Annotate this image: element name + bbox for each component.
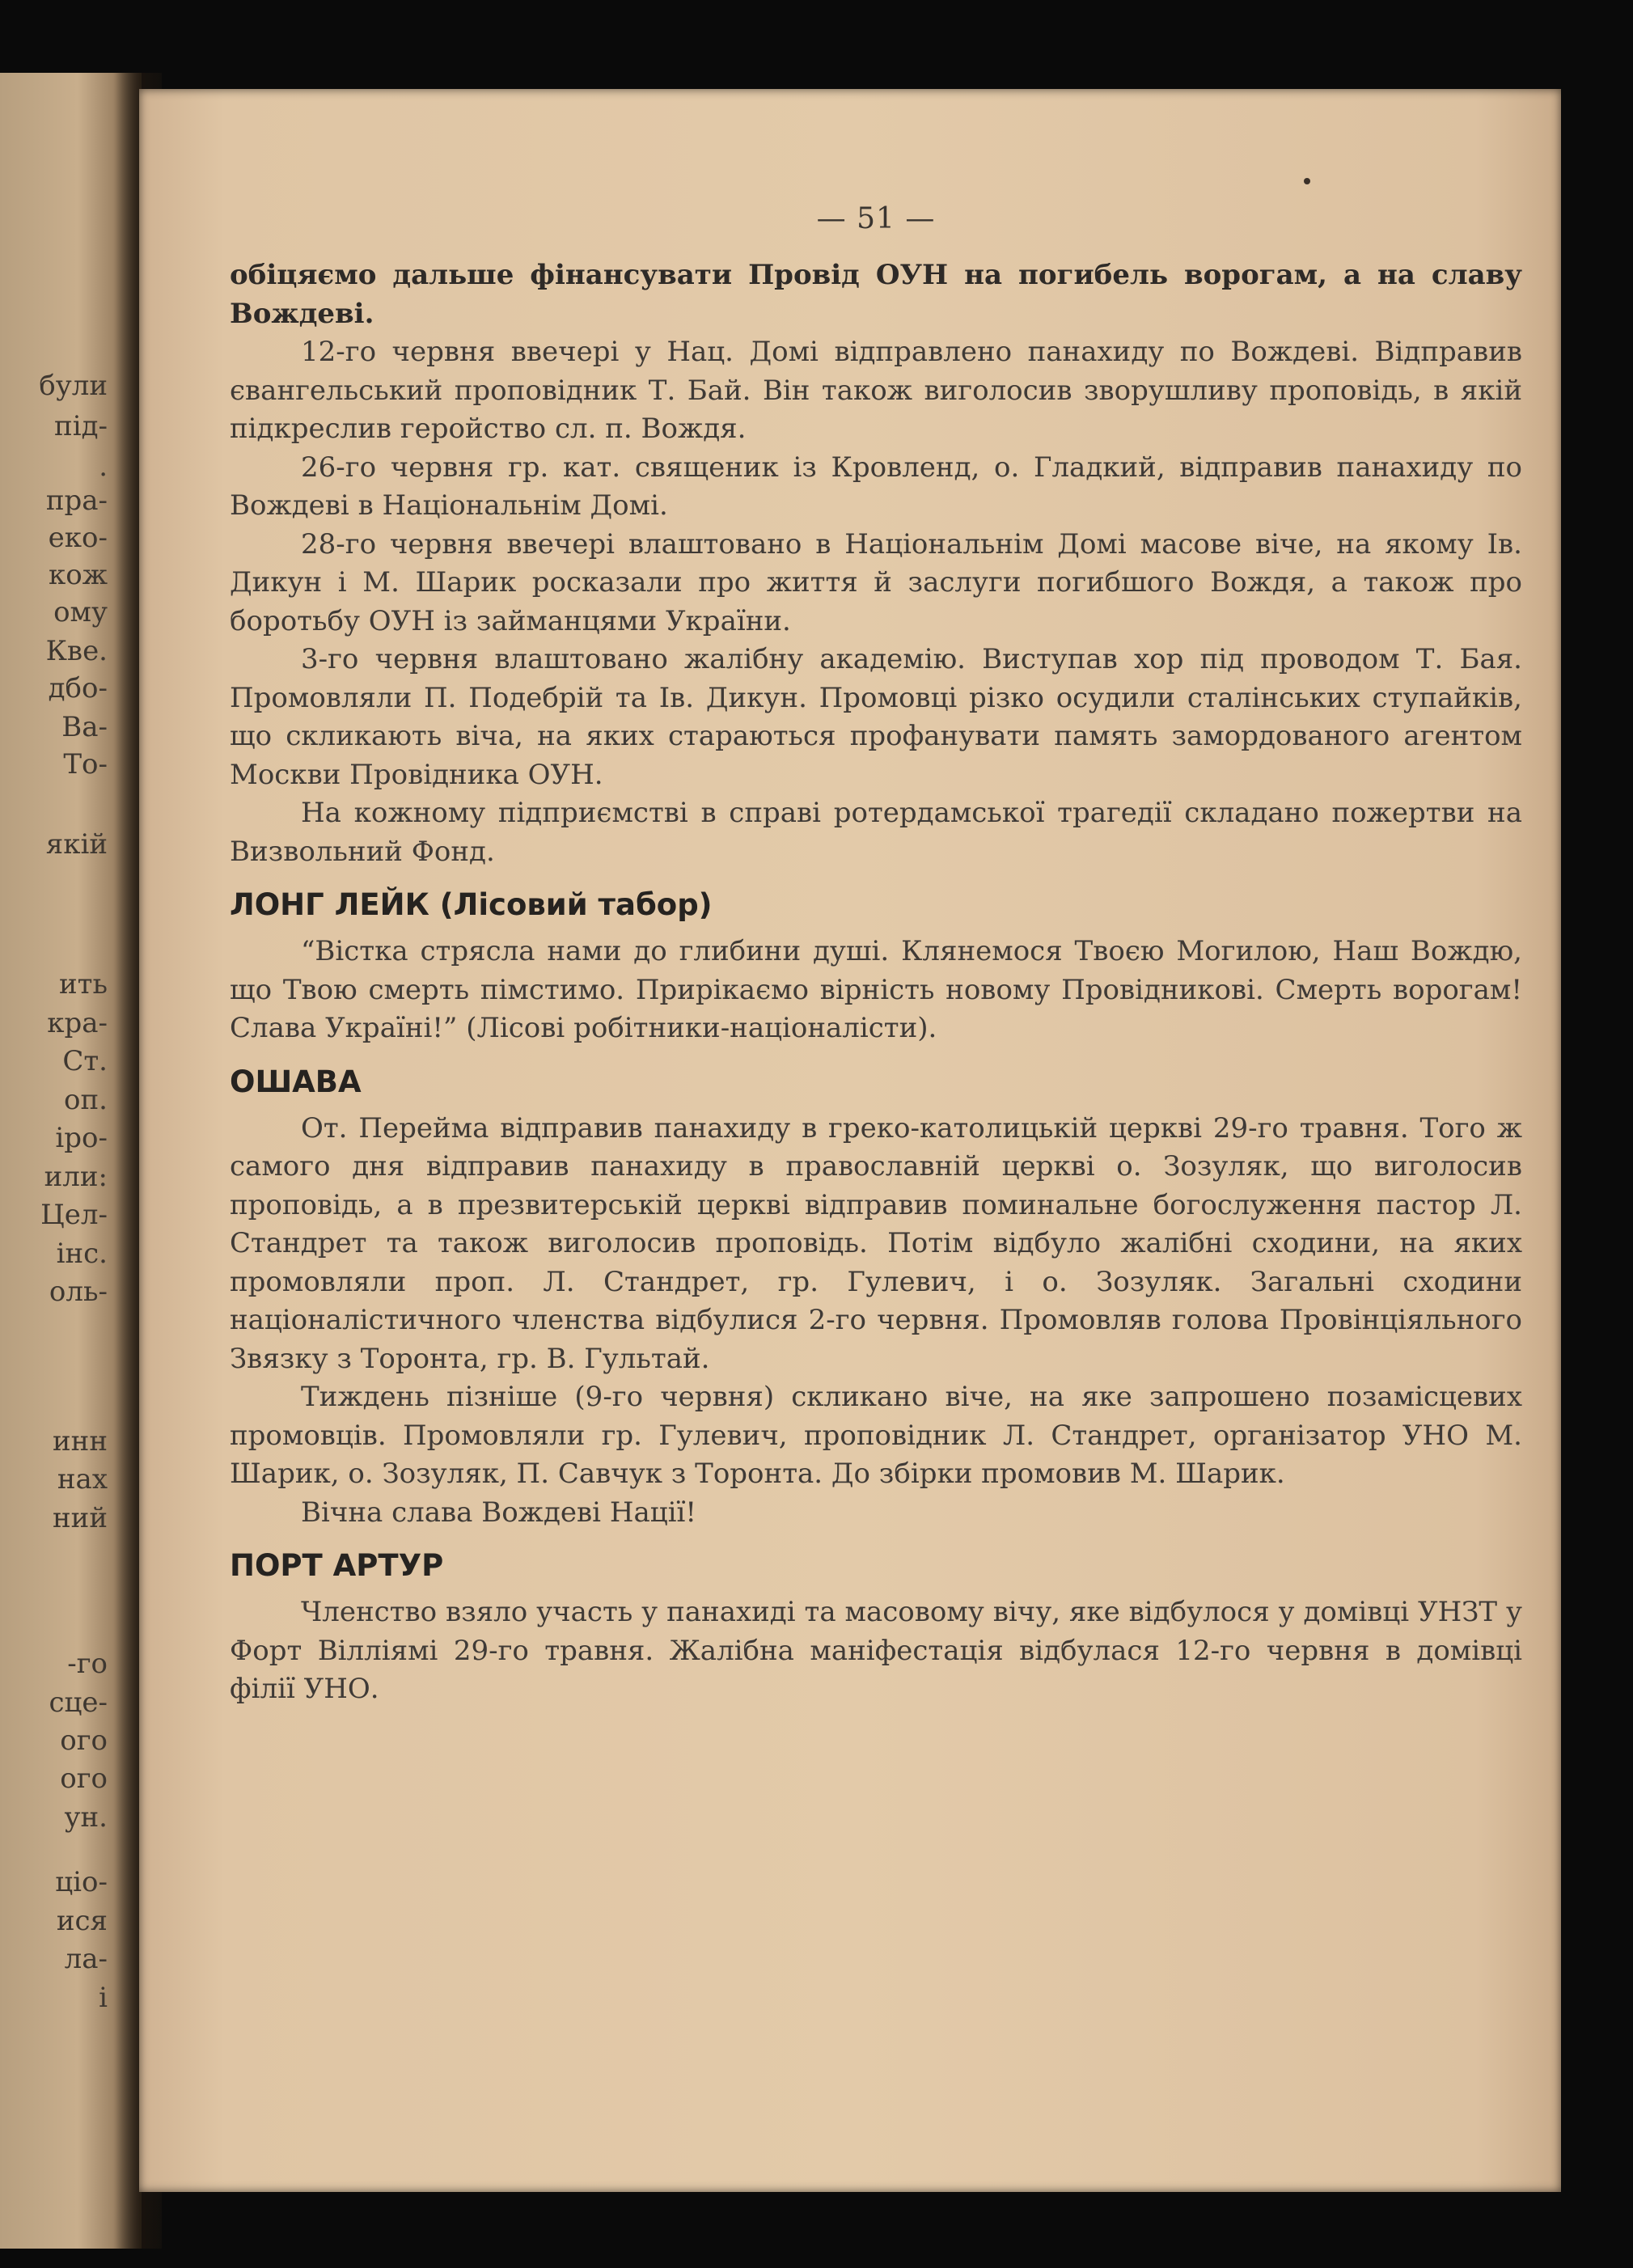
left-page-fragment: ить [59,968,108,1001]
left-page-fragment: інс. [56,1238,108,1270]
left-page-fragment: оп. [64,1084,108,1116]
paragraph: 12-го червня ввечері у Нац. Домі відправлено панахиду по Вождеві. Відправив євангельський проповідник Т. Бай. Він також виголосив зворушливу проповідь, в якій підкреслив геройство сл. п. Вождя. [230,336,1522,445]
left-page-fragment: еко- [48,522,108,554]
left-page-fragment: . [99,451,108,483]
left-page-fragment: инн [53,1425,108,1458]
left-page-fragment: -го [67,1648,108,1680]
paragraph: На кожному підприємстві в справі ротердамської трагедії складано пожертви на Визвольний Фонд. [230,797,1522,868]
left-page-fragment: були [39,370,108,402]
left-page-fragment: і [99,1982,108,2014]
paragraph: “Вістка стрясла нами до глибини душі. Клянемося Твоєю Могилою, Наш Вождю, що Твою смерть пімстимо. Прирікаємо вірність новому Провідникові. Смерть ворогам! Слава Україні!” (Лісові робітники-націоналісти). [230,935,1522,1044]
left-page-fragment: Цел- [40,1199,108,1231]
paragraph: 26-го червня гр. кат. священик із Кровленд, о. Гладкий, відправив панахиду по Вождеві в Національнім Домі. [230,451,1522,522]
left-page-fragment: или: [44,1161,108,1193]
paragraph: 3-го червня влаштовано жалібну академію. Виступав хор під проводом Т. Бая. Промовляли П. Подебрій та Ів. Дикун. Промовці різко осудили сталінських ступайків, що скликають віча, на яких стараються профанувати память замордованого агентом Москви Провідника ОУН. [230,643,1522,791]
section-heading-oshawa: ОШАВА [230,1064,362,1099]
left-page-fragment: оль- [49,1276,108,1308]
paragraph: 28-го червня ввечері влаштовано в Національнім Домі масове віче, на якому Ів. Дикун і М. Шарик росказали про життя й заслуги погибшого Вождя, а також про боротьбу ОУН із займанцями України. [230,527,1522,637]
intro-bold-text: обіцяємо дальше фінансувати Провід ОУН на погибель ворогам, а на славу Вождеві. [230,259,1522,330]
left-page-fragment: кож [49,559,108,591]
paragraph: Членство взяло участь у панахиді та масовому вічу, яке відбулося у домівці УНЗТ у Форт Вілліямі 29-го травня. Жалібна маніфестація відбулася 12-го червня в домівці філії УНО. [230,1596,1522,1705]
left-page-fragment: ися [56,1905,108,1937]
left-page-fragment: Ва- [61,711,108,743]
left-page-fragment: якій [45,828,108,861]
left-page-fragment: Кве. [45,635,108,667]
left-page-fragment: ун. [64,1801,108,1834]
section-heading-long-lake: ЛОНГ ЛЕЙК (Лісовий табор) [230,887,713,922]
left-page-fragment: ого [60,1724,108,1757]
left-page-fragment: ого [60,1762,108,1795]
left-page-fragment: кра- [47,1007,108,1039]
left-page-fragment: ціо- [55,1866,108,1898]
section-heading-port-arthur: ПОРТ АРТУР [230,1548,444,1583]
book-page [139,89,1561,2192]
left-page-fragment: іро- [55,1122,108,1154]
left-page-fragment: ний [53,1502,108,1534]
left-page-fragment: ла- [64,1943,108,1975]
left-page-fragment: То- [63,748,108,781]
page-number: — 51 — [816,202,936,235]
left-page-fragment: нах [57,1463,108,1496]
left-page-fragment: Ст. [62,1045,108,1077]
paragraph: Вічна слава Вождеві Нації! [301,1496,697,1529]
left-page-fragment: сце- [49,1686,108,1719]
page-content [230,202,1522,1709]
left-page-fragment: під- [54,410,108,442]
left-page-fragment: ому [53,596,108,628]
left-page-fragment: пра- [45,484,108,517]
paragraph: Тиждень пізніше (9-го червня) скликано віче, на яке запрошено позамісцевих промовців. Промовляли гр. Гулевич, проповідник Л. Стандрет, організатор УНО М. Шарик, о. Зозуляк, П. Савчук з Торонта. До збірки промовив М. Шарик. [230,1381,1522,1490]
paragraph: От. Перейма відправив панахиду в греко-католицькій церкві 29-го травня. Того ж самого дня відправив панахиду в православній церкві о. Зозуляк, що виголосив проповідь, а в презвитерській церкві відправив поминальне богослуження пастор Л. Стандрет та також виголосив проповідь. Потім відбуло жалібні сходини, на яких промовляли проп. Л. Стандрет, гр. Гулевич, і о. Зозуляк. Загальні сходини націоналістичного членства відбулися 2-го червня. Промовляв голова Провінціяльного Звязку з Торонта, гр. В. Гультай. [230,1111,1522,1375]
paper-speck [1304,178,1310,184]
left-page-fragment: дбо- [48,672,108,705]
